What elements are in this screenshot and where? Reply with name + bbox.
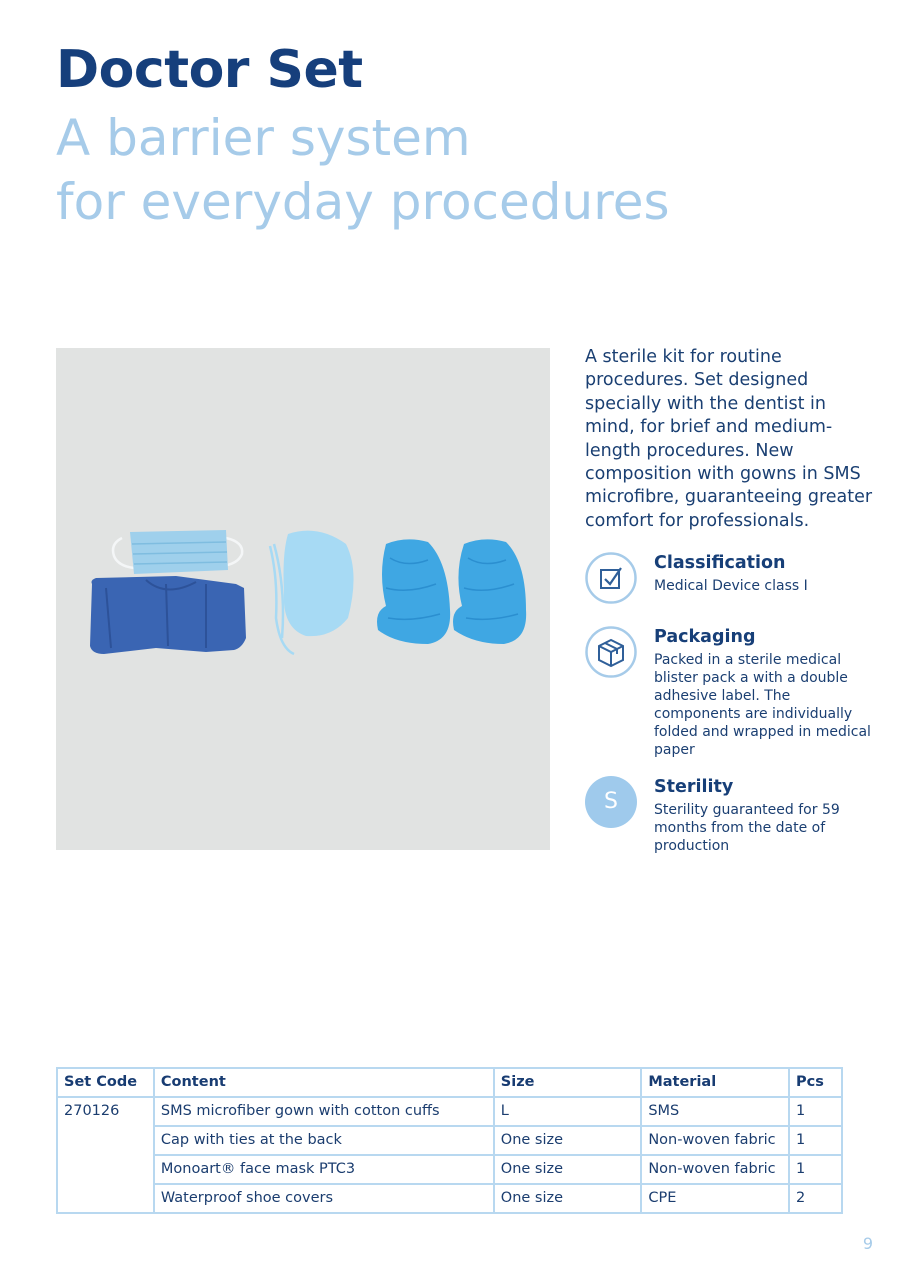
material-cell: Non-woven fabric: [641, 1126, 789, 1155]
page-number: 9: [862, 1234, 873, 1253]
size-cell: One size: [494, 1155, 642, 1184]
box-icon: [585, 626, 637, 678]
material-cell: Non-woven fabric: [641, 1155, 789, 1184]
subtitle-line-2: for everyday procedures: [56, 173, 670, 231]
material-cell: CPE: [641, 1184, 789, 1213]
face-mask-image: [113, 530, 242, 574]
shoe-cover-image-1: [377, 539, 450, 644]
size-cell: One size: [494, 1126, 642, 1155]
header-content: Content: [154, 1068, 494, 1097]
header-pcs: Pcs: [789, 1068, 842, 1097]
content-cell: Cap with ties at the back: [154, 1126, 494, 1155]
material-cell: SMS: [641, 1097, 789, 1126]
table-header-row: [57, 1068, 842, 1097]
cap-image: [270, 531, 354, 654]
feature-title: Classification: [654, 553, 786, 573]
header-set-code: Set Code: [57, 1068, 154, 1097]
product-photo: [56, 348, 550, 850]
table-row: [57, 1184, 842, 1213]
feature-text: Medical Device class I: [654, 578, 808, 594]
table-row: [57, 1126, 842, 1155]
content-cell: Monoart® face mask PTC3: [154, 1155, 494, 1184]
size-cell: One size: [494, 1184, 642, 1213]
page-subtitle: [56, 106, 670, 234]
set-code-cell: 270126: [57, 1097, 154, 1213]
feature-text: Packed in a sterile medical blister pack a with a double adhesive label. The components are individually folded and wrapped in medical paper: [654, 652, 871, 758]
feature-title: Sterility: [654, 777, 734, 797]
pcs-cell: 2: [789, 1184, 842, 1213]
header-size: Size: [494, 1068, 642, 1097]
size-cell: L: [494, 1097, 642, 1126]
header-material: Material: [641, 1068, 789, 1097]
product-description: A sterile kit for routine procedures. Set designed specially with the dentist in mind, for brief and medium-length procedures. New composition with gowns in SMS microfibre, guaranteeing greater comfort for professionals.: [585, 347, 873, 531]
pcs-cell: 1: [789, 1155, 842, 1184]
checkbox-icon: [585, 552, 637, 604]
pcs-cell: 1: [789, 1097, 842, 1126]
page-title: Doctor Set: [56, 40, 363, 100]
sterility-icon: S: [585, 776, 637, 828]
table-row: [57, 1155, 842, 1184]
subtitle-line-1: A barrier system: [56, 109, 471, 167]
feature-text: Sterility guaranteed for 59 months from the date of production: [654, 802, 840, 854]
content-cell: SMS microfiber gown with cotton cuffs: [154, 1097, 494, 1126]
table-row: [57, 1097, 842, 1126]
feature-title: Packaging: [654, 627, 756, 647]
spec-table: [56, 1067, 843, 1214]
content-cell: Waterproof shoe covers: [154, 1184, 494, 1213]
gown-image: [90, 576, 246, 654]
pcs-cell: 1: [789, 1126, 842, 1155]
shoe-cover-image-2: [453, 539, 526, 644]
